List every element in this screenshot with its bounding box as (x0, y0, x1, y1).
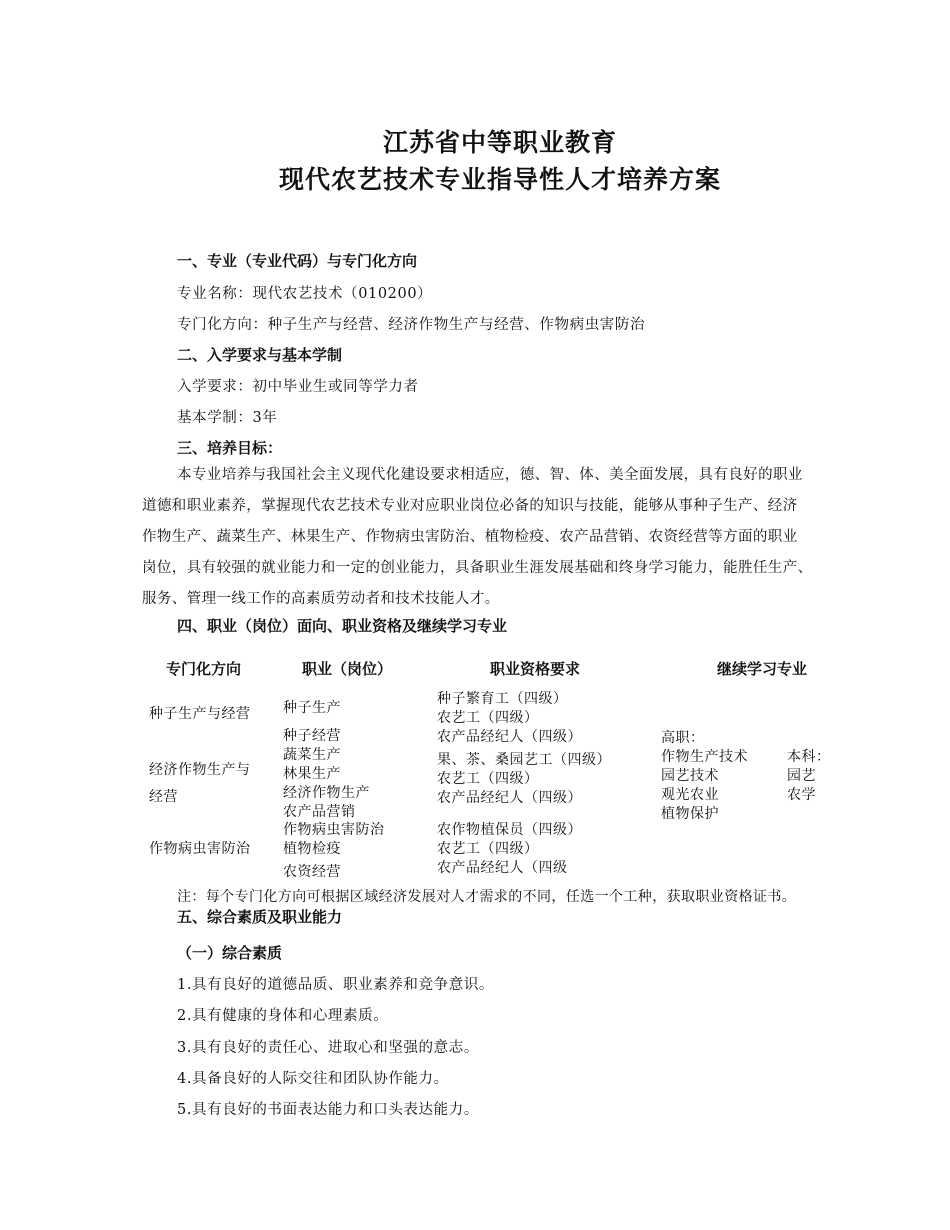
table-header-qualification: 职业资格要求 (490, 660, 581, 678)
section-2-heading: 二、入学要求与基本学制 (177, 346, 343, 364)
table-cell-direction: 种子生产与经营 (149, 706, 251, 722)
table-cell-quals: 农作物植保员（四级） 农艺工（四级） 农产品经纪人（四级 (437, 822, 582, 876)
section-4-heading: 四、职业（岗位）面向、职业资格及继续学习专业 (177, 617, 508, 635)
table-cell-quals: 种子繁育工（四级） 农艺工（四级） 农产品经纪人（四级） (437, 691, 582, 745)
section-5-heading: 五、综合素质及职业能力 (177, 908, 343, 926)
objective-line: 本专业培养与我国社会主义现代化建设要求相适应，德、智、体、美全面发展，具有良好的职业 (177, 467, 803, 483)
table-cell-undergraduate: 本科： 园艺 农学 (787, 749, 831, 803)
section-1-heading: 一、专业（专业代码）与专门化方向 (177, 252, 418, 270)
table-cell-direction: 经济作物生产与 经营 (149, 762, 251, 805)
objective-line: 道德和职业素养，掌握现代农艺技术专业对应职业岗位必备的知识与技能，能够从事种子生产、经济 (142, 498, 798, 514)
subsection-heading: （一）综合素质 (177, 944, 283, 962)
title-line-1: 江苏省中等职业教育 (382, 128, 617, 157)
quality-item: 4.具备良好的人际交往和团队协作能力。 (177, 1071, 449, 1087)
quality-item: 3.具有良好的责任心、进取心和坚强的意志。 (177, 1040, 479, 1056)
title-line-2: 现代农艺技术专业指导性人才培养方案 (278, 165, 721, 194)
quality-item: 1.具有良好的道德品质、职业素养和竞争意识。 (177, 977, 495, 993)
specialization-directions: 专门化方向：种子生产与经营、经济作物生产与经营、作物病虫害防治 (177, 317, 646, 333)
table-cell-vocational: 高职： 作物生产技术 园艺技术 观光农业 植物保护 (661, 730, 748, 822)
entry-requirement: 入学要求：初中毕业生或同等学力者 (177, 379, 419, 395)
table-header-continuing: 继续学习专业 (717, 660, 808, 678)
table-cell-jobs: 种子经营 蔬菜生产 林果生产 经济作物生产 农产品营销 (283, 728, 370, 820)
objective-line: 作物生产、蔬菜生产、林果生产、作物病虫害防治、植物检疫、农产品营销、农资经营等方面的职业 (142, 529, 798, 545)
study-duration: 基本学制：3年 (177, 410, 278, 426)
table-cell-direction: 作物病虫害防治 (149, 841, 251, 857)
objective-line: 服务、管理一线工作的高素质劳动者和技术技能人才。 (142, 591, 500, 607)
major-name: 专业名称：现代农艺技术（010200） (177, 286, 433, 302)
quality-item: 2.具有健康的身体和心理素质。 (177, 1008, 389, 1024)
quality-item: 5.具有良好的书面表达能力和口头表达能力。 (177, 1102, 479, 1118)
table-cell-quals: 果、茶、桑园艺工（四级） 农艺工（四级） 农产品经纪人（四级） (437, 752, 611, 806)
table-header-job: 职业（岗位） (302, 660, 393, 678)
table-cell-jobs: 作物病虫害防治 植物检疫 农资经营 (283, 822, 385, 880)
table-note: 注：每个专门化方向可根据区域经济发展对人才需求的不同，任选一个工种，获取职业资格证书。 (177, 889, 797, 905)
table-cell-jobs: 种子生产 (283, 700, 341, 716)
section-3-heading: 三、培养目标： (177, 439, 283, 457)
table-header-direction: 专门化方向 (166, 660, 242, 678)
objective-line: 岗位，具有较强的就业能力和一定的创业能力，具备职业生涯发展基础和终身学习能力，能胜任生产、 (142, 560, 813, 576)
